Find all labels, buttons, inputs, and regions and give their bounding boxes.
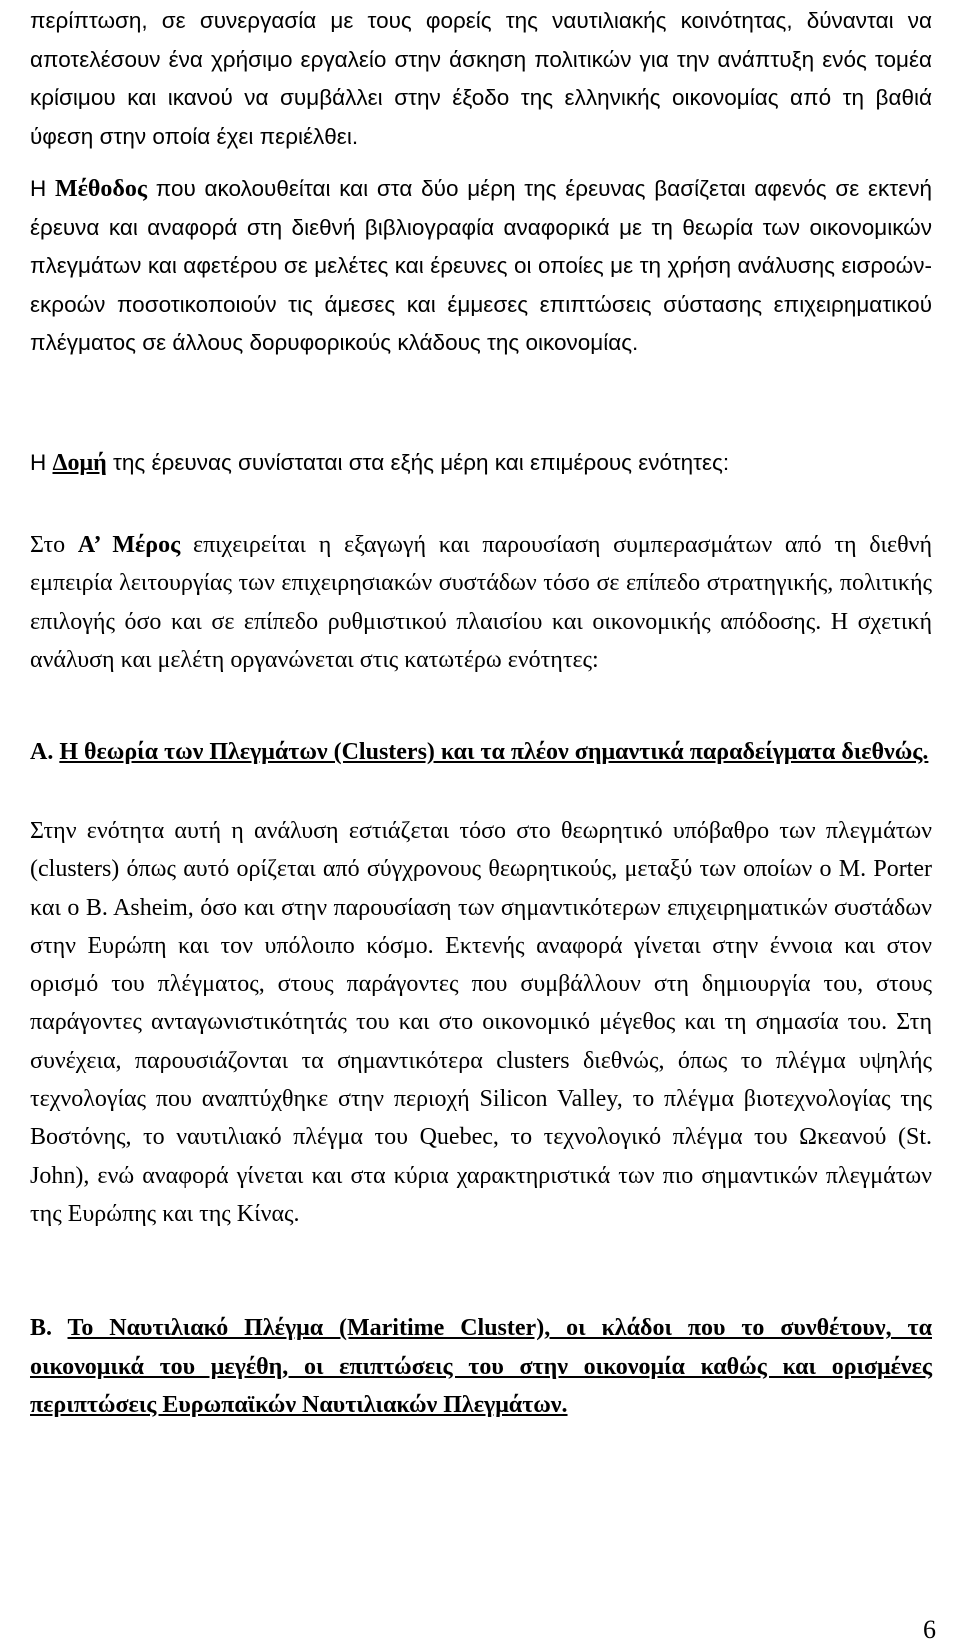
structure-term: Δομή bbox=[52, 450, 107, 476]
part-a-term: Α’ Μέρος bbox=[77, 532, 181, 558]
page-number: 6 bbox=[923, 1615, 936, 1644]
section-a-title: Η θεωρία των Πλεγμάτων (Clusters) και τα πλέον σημαντικά παραδείγματα διεθνώς. bbox=[59, 739, 929, 765]
part-a-prefix: Στο bbox=[30, 532, 78, 558]
section-b-heading bbox=[30, 1309, 932, 1425]
method-text: που ακολουθείται και στα δύο μέρη της έρευνας βασίζεται αφενός σε εκτενή έρευνα και αναφορά στη διεθνή βιβλιογραφία αναφορικά με τη θεωρία των οικονομικών πλεγμάτων και αφετέρου σε μελέτες και έρευνες οι οποίες με τη χρήση ανάλυσης εισροών-εκροών ποσοτικοποιούν τις άμεσες και έμμεσες επιπτώσεις σύστασης επιχειρηματικού πλέγματος σε άλλους δορυφορικούς κλάδους της οικονομίας. bbox=[30, 176, 932, 355]
method-term: Μέθοδος bbox=[55, 176, 148, 202]
section-b-title: Το Ναυτιλιακό Πλέγμα (Maritime Cluster), οι κλάδοι που το συνθέτουν, τα οικονομικά του μεγέθη, οι επιπτώσεις του στην οικονομία καθώς και ορισμένες περιπτώσεις Ευρωπαϊκών Ναυτιλιακών Πλεγμάτων. bbox=[30, 1315, 932, 1418]
structure-paragraph bbox=[30, 444, 932, 483]
part-a-text: επιχειρείται η εξαγωγή και παρουσίαση συμπερασμάτων από τη διεθνή εμπειρία λειτουργίας των επιχειρησιακών συστάδων τόσο σε επίπεδο στρατηγικής, πολιτικής επιλογής όσο και σε επίπεδο ρυθμιστικού πλαισίου και οικονομικής απόδοσης. Η σχετική ανάλυση και μελέτη οργανώνεται στις κατωτέρω ενότητες: bbox=[30, 532, 932, 673]
section-a-label: Α. bbox=[30, 739, 54, 765]
method-paragraph bbox=[30, 170, 932, 363]
part-a-paragraph bbox=[30, 526, 932, 679]
method-prefix: Η bbox=[30, 176, 55, 201]
intro-paragraph bbox=[30, 2, 932, 156]
section-b-label: Β. bbox=[30, 1315, 53, 1341]
intro-text: περίπτωση, σε συνεργασία με τους φορείς της ναυτιλιακής κοινότητας, δύνανται να αποτελέσουν ένα χρήσιμο εργαλείο στην άσκηση πολιτικών για την ανάπτυξη ενός τομέα κρίσιμου και ικανού να συμβάλλει στην έξοδο της ελληνικής οικονομίας από τη βαθιά ύφεση στην οποία έχει περιέλθει. bbox=[30, 8, 932, 149]
section-a-heading bbox=[30, 733, 932, 772]
section-a-body bbox=[30, 812, 932, 1233]
section-a-body-text: Στην ενότητα αυτή η ανάλυση εστιάζεται τόσο στο θεωρητικό υπόβαθρο των πλεγμάτων (clusters) όπως αυτό ορίζεται από σύγχρονους θεωρητικούς, μεταξύ των οποίων ο M. Porter και ο B. Asheim, όσο και στην παρουσίαση των σημαντικότερων επιχειρηματικών συστάδων στην Ευρώπη και τον υπόλοιπο κόσμο. Εκτενής αναφορά γίνεται στην έννοια και στον ορισμό του πλέγματος, στους παράγοντες που συμβάλλουν στη δημιουργία του, στους παράγοντες ανταγωνιστικότητάς του και στο οικονομικό μέγεθος και τη σημασία του. Στη συνέχεια, παρουσιάζονται τα σημαντικότερα clusters διεθνώς, όπως το πλέγμα υψηλής τεχνολογίας που αναπτύχθηκε στην περιοχή Silicon Valley, το πλέγμα βιοτεχνολογίας της Βοστόνης, το ναυτιλιακό πλέγμα του Quebec, το τεχνολογικό πλέγμα του Ωκεανού (St. John), ενώ αναφορά γίνεται και στα κύρια χαρακτηριστικά των πιο σημαντικών πλεγμάτων της Ευρώπης και της Κίνας. bbox=[30, 818, 932, 1227]
structure-prefix: Η bbox=[30, 450, 53, 475]
structure-text: της έρευνας συνίσταται στα εξής μέρη και επιμέρους ενότητες: bbox=[106, 450, 730, 475]
